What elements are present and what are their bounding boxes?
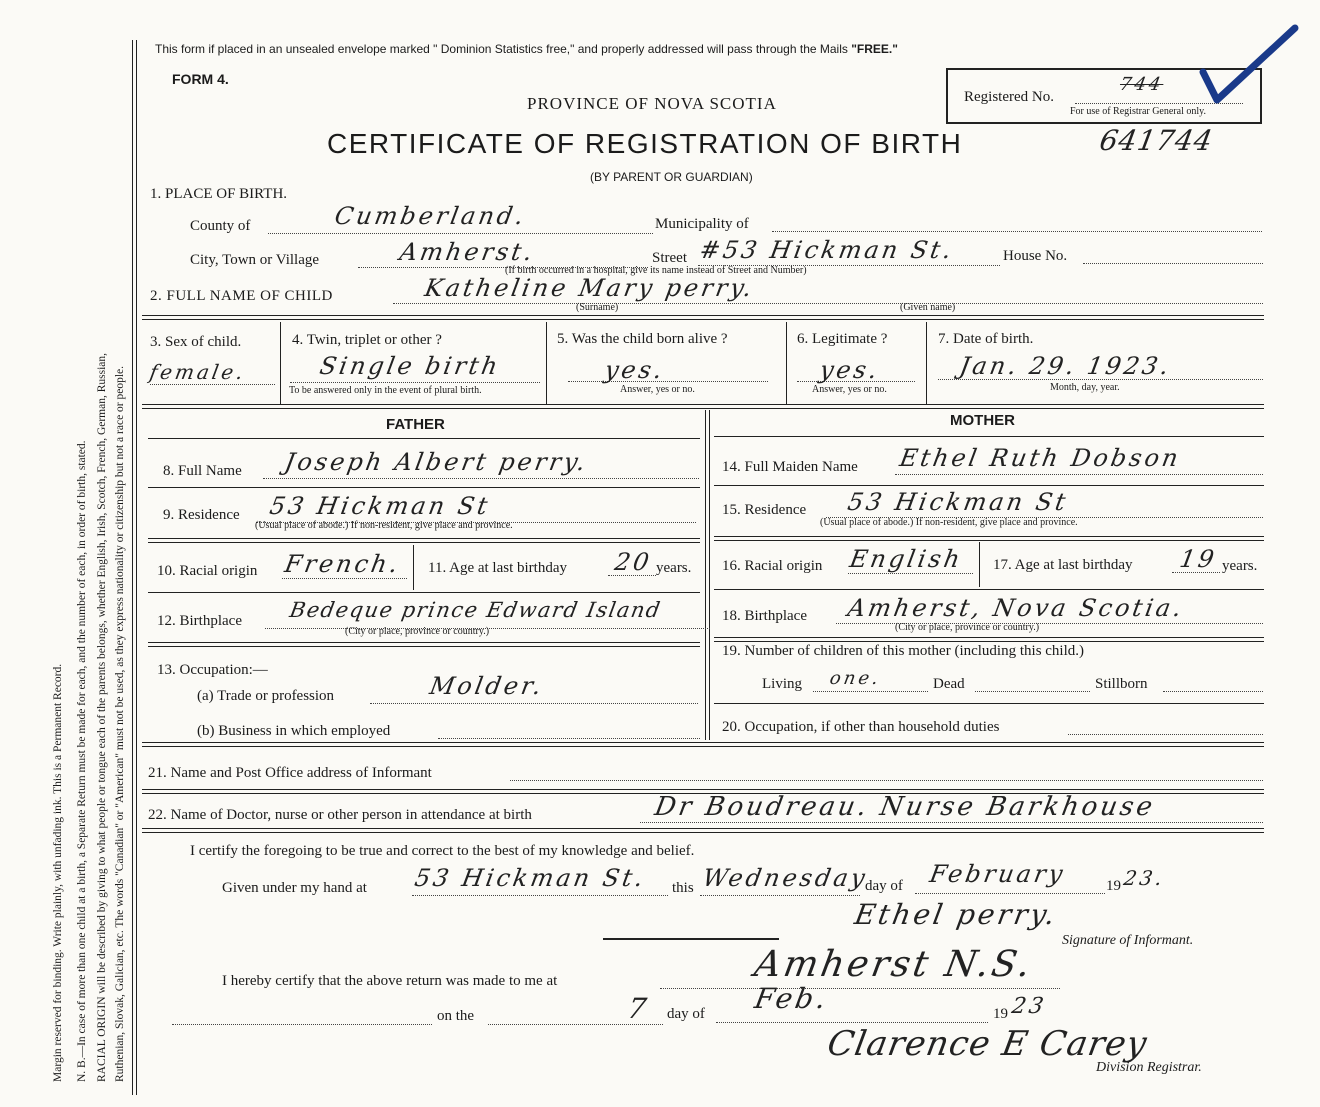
dob-label: 7. Date of birth.	[938, 331, 1034, 347]
this-value: Wednesday	[700, 864, 870, 892]
on-day-value: 7	[625, 992, 652, 1025]
form-number: FORM 4.	[172, 71, 229, 87]
subtitle: (BY PARENT OR GUARDIAN)	[590, 170, 753, 184]
doctor-value: Dr Boudreau. Nurse Barkhouse	[652, 792, 1158, 822]
day-of-label: day of	[865, 878, 903, 894]
hospital-note: (If birth occurred in a hospital, give its name instead of Street and Number)	[505, 265, 807, 276]
dob-note: Month, day, year.	[1050, 382, 1120, 393]
street-value: #53 Hickman St.	[697, 236, 957, 264]
child-name-value: Katheline Mary perry.	[422, 274, 757, 302]
informant-label: 21. Name and Post Office address of Informant	[148, 765, 432, 781]
alive-value: yes.	[602, 356, 668, 384]
father-age-value: 20	[612, 548, 655, 576]
living-label: Living	[762, 676, 802, 692]
father-age-years: years.	[656, 560, 692, 576]
mother-children-label: 19. Number of children of this mother (including this child.)	[722, 643, 1085, 659]
alive-label: 5. Was the child born alive ?	[557, 331, 728, 347]
year-value-2: 23	[1009, 994, 1049, 1019]
twin-value: Single birth	[317, 352, 503, 380]
father-age-label: 11. Age at last birthday	[428, 560, 567, 576]
year-prefix-2: 19	[993, 1006, 1008, 1022]
father-trade-value: Molder.	[427, 672, 547, 700]
page-title: CERTIFICATE OF REGISTRATION OF BIRTH	[327, 128, 963, 159]
child-name-label: 2. FULL NAME OF CHILD	[150, 288, 333, 304]
mother-name-value: Ethel Ruth Dobson	[897, 444, 1184, 472]
margin-note-multiple-births: N. B.—In case of more than one child at a birth, a Separate Return must be made for each, and the number of each, in order of birth, stated.	[76, 440, 88, 1082]
father-occupation-label: 13. Occupation:—	[157, 662, 268, 678]
certify-statement: I certify the foregoing to be true and correct to the best of my knowledge and belief.	[190, 843, 695, 859]
registrar-note: For use of Registrar General only.	[1070, 106, 1206, 117]
sex-label: 3. Sex of child.	[150, 334, 242, 350]
mother-birthplace-label: 18. Birthplace	[722, 608, 807, 624]
county-value: Cumberland.	[332, 202, 529, 230]
signature-line	[603, 938, 779, 940]
mother-occupation-label: 20. Occupation, if other than household duties	[722, 719, 1000, 735]
place-of-birth-heading: 1. PLACE OF BIRTH.	[150, 186, 288, 202]
father-residence-note: (Usual place of abode.) If non-resident, give place and province.	[255, 520, 513, 531]
mother-age-value: 19	[1177, 545, 1220, 573]
mother-birthplace-note: (City or place, province or country.)	[895, 622, 1040, 633]
mother-race-label: 16. Racial origin	[722, 558, 823, 574]
father-trade-label: (a) Trade or profession	[197, 688, 335, 704]
father-name-value: Joseph Albert perry.	[282, 448, 591, 476]
father-residence-label: 9. Residence	[163, 507, 240, 523]
twin-note: To be answered only in the event of plural birth.	[289, 385, 482, 396]
father-business-label: (b) Business in which employed	[197, 723, 391, 739]
surname-note: (Surname)	[576, 302, 619, 313]
margin-note-binding: Margin reserved for binding. Write plainly, with unfading ink. This is a Permanent Record.	[52, 663, 64, 1082]
given-name-note: (Given name)	[900, 302, 956, 313]
street-label: Street	[652, 250, 687, 266]
twin-label: 4. Twin, triplet or other ?	[292, 332, 442, 348]
county-label: County of	[190, 218, 251, 234]
margin-note-racial-origin-2: Ruthenian, Slovak, Galician, etc. The words "Canadian" or "American" must not be used, as they express nationality or citizenship but not a race or people.	[114, 365, 126, 1082]
father-birthplace-label: 12. Birthplace	[157, 613, 242, 629]
doctor-label: 22. Name of Doctor, nurse or other person in attendance at birth	[148, 807, 532, 823]
return-label: I hereby certify that the above return was made to me at	[222, 973, 558, 989]
father-birthplace-note: (City or place, province or country.)	[345, 626, 490, 637]
mother-heading: MOTHER	[950, 412, 1015, 429]
father-birthplace-value: Bedeque prince Edward Island	[287, 598, 664, 622]
father-heading: FATHER	[386, 416, 445, 433]
alive-note: Answer, yes or no.	[620, 384, 695, 395]
on-the-label: on the	[437, 1008, 475, 1024]
month-value-2: Feb.	[752, 982, 832, 1015]
year-prefix: 19	[1106, 878, 1121, 894]
registrar-signature: Clarence E Carey	[824, 1024, 1151, 1064]
father-residence-value: 53 Hickman St	[267, 492, 493, 520]
certificate-number: 641744	[1097, 124, 1216, 157]
given-place: 53 Hickman St.	[412, 864, 649, 892]
mother-residence-value: 53 Hickman St	[845, 488, 1071, 516]
registered-value: 744	[1118, 74, 1166, 95]
legitimate-note: Answer, yes or no.	[812, 384, 887, 395]
mail-note: This form if placed in an unsealed envelope marked " Dominion Statistics free," and properly addressed will pass through the Mails "FREE."	[155, 42, 898, 56]
father-race-value: French.	[282, 550, 403, 578]
legitimate-label: 6. Legitimate ?	[797, 331, 888, 347]
mother-name-label: 14. Full Maiden Name	[722, 459, 858, 475]
check-mark-icon	[1195, 22, 1305, 112]
informant-signature: Ethel perry.	[852, 898, 1061, 931]
signature-label: Signature of Informant.	[1062, 933, 1194, 948]
municipality-label: Municipality of	[655, 216, 749, 232]
province-title: PROVINCE OF NOVA SCOTIA	[527, 94, 777, 113]
sex-value: female.	[147, 360, 248, 384]
this-label: this	[672, 880, 694, 896]
day-of-label-2: day of	[667, 1006, 705, 1022]
mother-race-value: English	[847, 545, 965, 573]
city-value: Amherst.	[397, 238, 538, 266]
mother-age-years: years.	[1222, 558, 1258, 574]
house-label: House No.	[1003, 248, 1068, 264]
month-value: February	[927, 860, 1068, 888]
stillborn-label: Stillborn	[1095, 676, 1148, 692]
registered-label: Registered No.	[964, 89, 1054, 105]
living-value: one.	[828, 668, 883, 689]
legitimate-value: yes.	[817, 356, 883, 384]
given-label: Given under my hand at	[222, 880, 367, 896]
return-place: Amherst N.S.	[751, 944, 1037, 985]
mother-birthplace-value: Amherst, Nova Scotia.	[845, 594, 1187, 622]
margin-border	[132, 40, 137, 1095]
father-race-label: 10. Racial origin	[157, 563, 258, 579]
dead-label: Dead	[933, 676, 965, 692]
dob-value: Jan. 29. 1923.	[957, 352, 1174, 380]
margin-note-racial-origin: RACIAL ORIGIN will be described by giving to what people or tongue each of the parents belongs, whether English, Irish, Scotch, French, German, Russian,	[96, 352, 108, 1082]
mother-residence-note: (Usual place of abode.) If non-resident, give place and province.	[820, 517, 1078, 528]
registrar-label: Division Registrar.	[1096, 1060, 1202, 1075]
mother-age-label: 17. Age at last birthday	[993, 557, 1133, 573]
city-label: City, Town or Village	[190, 252, 320, 268]
year-value: 23.	[1121, 866, 1167, 890]
mother-residence-label: 15. Residence	[722, 502, 807, 518]
father-name-label: 8. Full Name	[163, 463, 242, 479]
